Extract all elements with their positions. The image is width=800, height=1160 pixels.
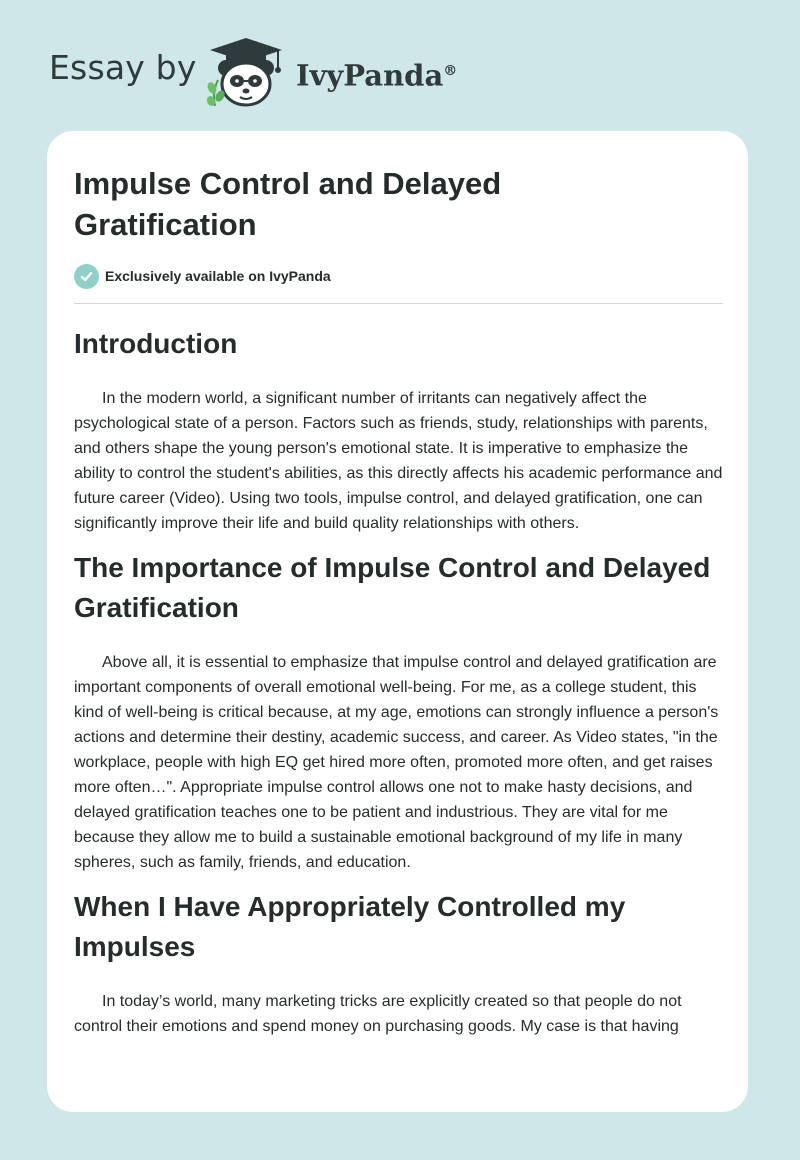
brand-name[interactable] — [296, 53, 457, 94]
essay-by-label: Essay by — [49, 48, 197, 87]
exclusive-badge — [74, 263, 331, 289]
essay-body — [74, 321, 724, 1039]
section-heading-importance: The Importance of Impulse Control and Delayed Gratification — [74, 552, 711, 623]
section-paragraph-controlled-impulses: In today’s world, many marketing tricks are explicitly created so that people do not control their emotions and spend money on purchasing goods. My case is that having — [74, 993, 682, 1035]
section-paragraph-importance: Above all, it is essential to emphasize that impulse control and delayed gratification are important components of overall emotional well-being. For me, as a college student, this kind of well-being is critical because, at my age, emotions can strongly influence a person's actions and determine their destiny, academic success, and career. As Video states, "in the workplace, people with high EQ get hired more often, promoted more often, and get raises more often…". Appropriate impulse control allows one not to make hasty decisions, and delayed gratification teaches one to be patient and industrious. They are vital for me because they allow me to build a sustainable emotional background of my life in many spheres, such as family, friends, and education. — [74, 654, 719, 871]
check-circle-icon — [74, 264, 99, 289]
badge-text: Exclusively available on IvyPanda — [105, 268, 331, 284]
essay-title: Impulse Control and Delayed Gratification — [74, 166, 502, 242]
essay-card — [47, 131, 748, 1112]
divider — [74, 303, 723, 304]
brand-text: IvyPanda — [296, 58, 444, 93]
panda-graduate-icon[interactable] — [200, 36, 292, 108]
section-heading-introduction: Introduction — [74, 328, 238, 359]
section-paragraph-introduction: In the modern world, a significant number of irritants can negatively affect the psychological state of a person. Factors such as friends, study, relationships with parents, and others shape the young person's emotional state. It is imperative to emphasize the ability to control the student's abilities, as this directly affects his academic performance and future career (Video). Using two tools, impulse control, and delayed gratification, one can significantly improve their life and build quality relationships with others. — [74, 390, 723, 532]
site-header — [0, 0, 800, 130]
section-heading-controlled-impulses: When I Have Appropriately Controlled my Impulses — [74, 891, 626, 962]
registered-mark: ® — [443, 63, 458, 79]
